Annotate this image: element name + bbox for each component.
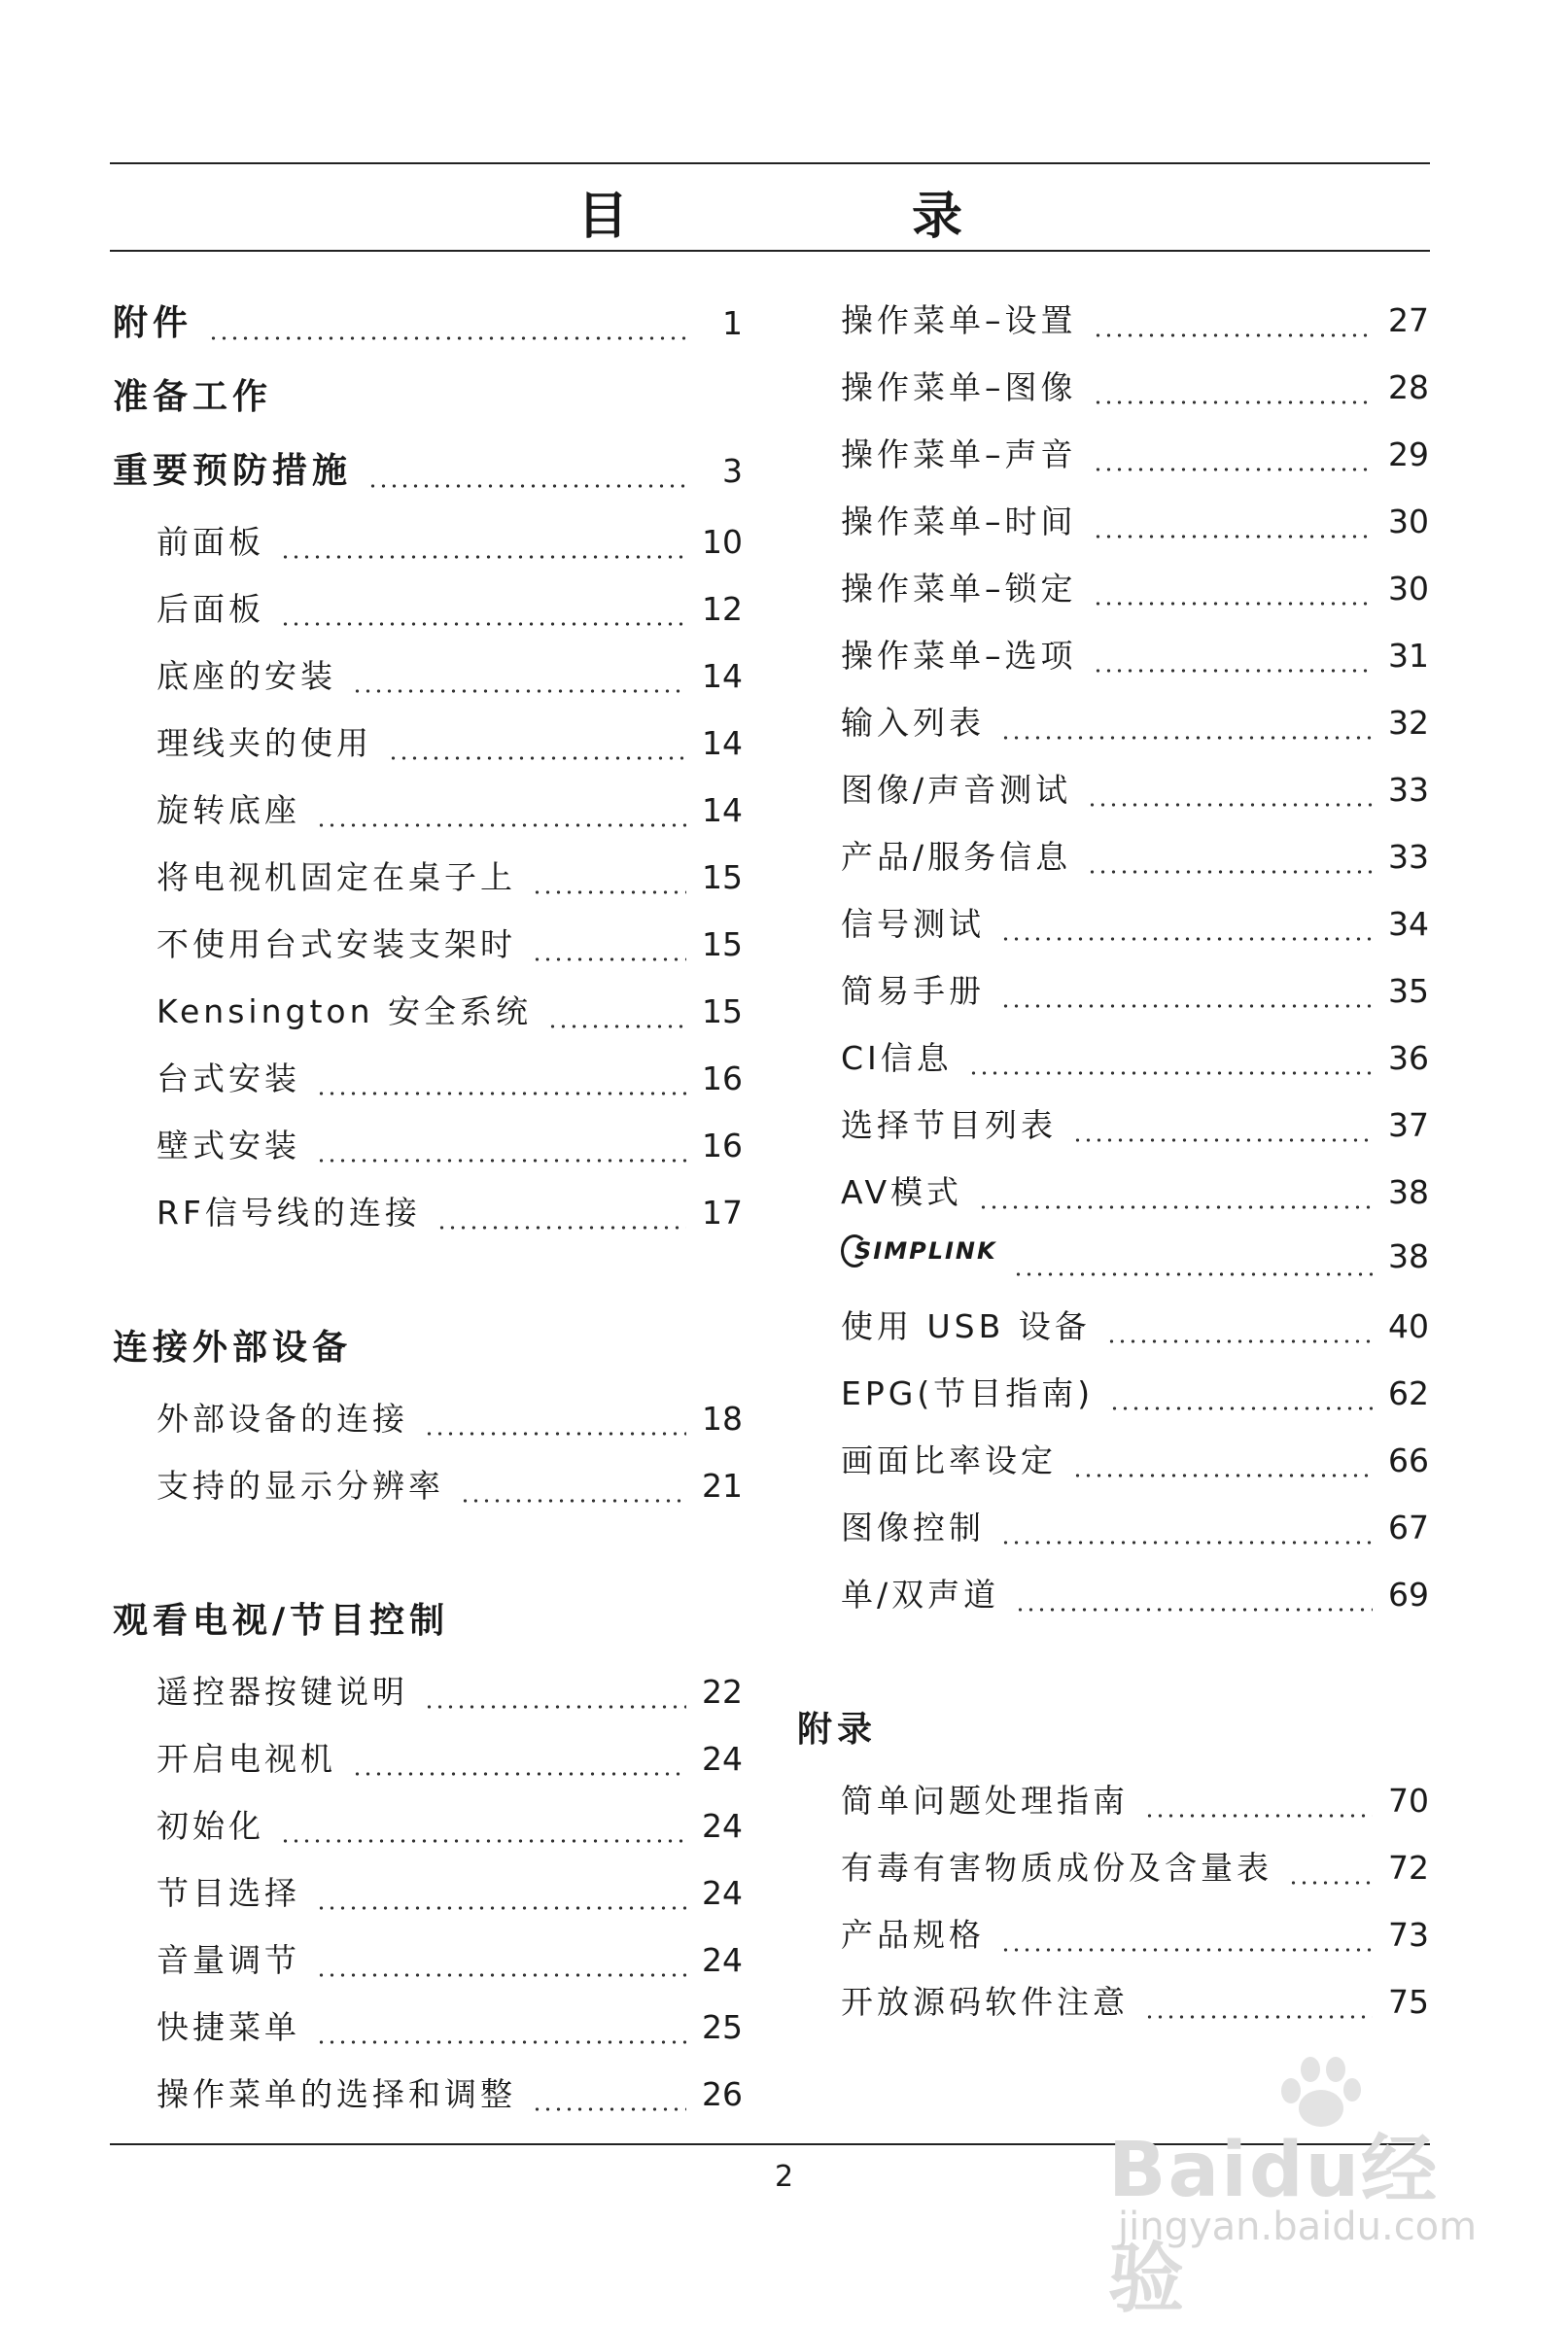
dot-leader (352, 1771, 686, 1777)
toc-entry[interactable] (797, 1910, 1429, 1977)
toc-entry-page: 26 (702, 2075, 743, 2113)
toc-entry[interactable] (797, 832, 1429, 899)
toc-entry-page: 32 (1388, 704, 1429, 742)
toc-entry-page: 24 (702, 1941, 743, 1979)
toc-entry-label: 产品/服务信息 (841, 838, 1072, 876)
toc-entry-page: 1 (722, 304, 743, 342)
toc-entry-label: 简单问题处理指南 (841, 1782, 1129, 1820)
dot-leader (1087, 869, 1373, 875)
toc-entry[interactable] (797, 1100, 1429, 1167)
dot-leader (280, 621, 686, 627)
dot-leader (1000, 735, 1373, 741)
toc-section-heading (113, 1593, 743, 1667)
dot-leader (352, 688, 686, 694)
toc-entry[interactable] (113, 1801, 743, 1868)
section-heading-label: 观看电视/节目控制 (113, 1601, 450, 1641)
toc-entry-page: 31 (1388, 637, 1429, 675)
toc-entry-label: 操作菜单的选择和调整 (157, 2075, 516, 2113)
toc-entry-label: 底座的安装 (157, 657, 336, 695)
section-gap (113, 1528, 743, 1593)
toc-entry-page: 14 (702, 657, 743, 695)
toc-entry-page: 28 (1388, 368, 1429, 406)
dot-leader (316, 1905, 686, 1911)
dot-leader (1093, 399, 1374, 405)
toc-entry[interactable] (797, 1234, 1429, 1302)
dot-leader (1087, 802, 1373, 808)
toc-entry-page: 18 (702, 1400, 743, 1438)
toc-entry-label: 后面板 (157, 590, 264, 628)
toc-entry[interactable] (113, 1868, 743, 1935)
toc-entry-page: 14 (702, 724, 743, 762)
toc-entry-page: 33 (1388, 771, 1429, 809)
toc-entry-page: 73 (1388, 1916, 1429, 1954)
dot-leader (424, 1704, 686, 1710)
toc-entry[interactable] (113, 584, 743, 651)
toc-entry[interactable] (113, 443, 743, 517)
dot-leader (1144, 2014, 1373, 2020)
toc-entry[interactable] (113, 651, 743, 718)
toc-entry[interactable] (113, 1121, 743, 1188)
baidu-watermark (1108, 2041, 1497, 2323)
toc-entry[interactable] (113, 1461, 743, 1528)
dot-leader (532, 889, 686, 895)
dot-leader (316, 1091, 686, 1096)
toc-entry[interactable] (797, 497, 1429, 564)
dot-leader (968, 1070, 1373, 1076)
dot-leader (1093, 332, 1374, 338)
toc-entry[interactable] (797, 295, 1429, 363)
toc-entry-label: 音量调节 (157, 1941, 300, 1979)
toc-left-column (113, 295, 743, 2136)
toc-entry[interactable] (797, 1302, 1429, 1369)
dot-leader (316, 1972, 686, 1978)
dot-leader (316, 2039, 686, 2045)
toc-entry-label: 遥控器按键说明 (157, 1673, 408, 1711)
toc-entry-label: CI信息 (841, 1039, 953, 1077)
toc-entry-label: 选择节目列表 (841, 1106, 1057, 1144)
toc-entry-label: 操作菜单–图像 (841, 368, 1077, 406)
toc-entry-label: 将电视机固定在桌子上 (157, 858, 516, 896)
toc-entry-page: 24 (702, 1740, 743, 1778)
toc-entry-label: 开放源码软件注意 (841, 1983, 1129, 2021)
toc-entry[interactable] (113, 1734, 743, 1801)
toc-entry-label: 使用 USB 设备 (841, 1307, 1091, 1345)
toc-entry-page: 29 (1388, 435, 1429, 473)
toc-entry-page: 62 (1388, 1374, 1429, 1412)
toc-entry-label: AV模式 (841, 1173, 963, 1211)
toc-entry-label: EPG(节目指南) (841, 1374, 1095, 1412)
toc-entry-page: 67 (1388, 1509, 1429, 1546)
toc-entry-page: 72 (1388, 1849, 1429, 1887)
toc-entry[interactable] (797, 1977, 1429, 2044)
toc-entry[interactable] (113, 1935, 743, 2002)
toc-entry[interactable] (797, 966, 1429, 1033)
toc-entry[interactable] (797, 698, 1429, 765)
toc-entry-page: 10 (702, 523, 743, 561)
toc-entry-page: 22 (702, 1673, 743, 1711)
toc-entry[interactable] (797, 1776, 1429, 1843)
toc-entry[interactable] (113, 1188, 743, 1255)
dot-leader (1109, 1406, 1373, 1411)
toc-entry[interactable] (113, 517, 743, 584)
toc-entry-page: 27 (1388, 301, 1429, 339)
toc-entry-page: 38 (1388, 1237, 1429, 1275)
toc-entry[interactable] (113, 1394, 743, 1461)
top-rule (110, 162, 1430, 164)
dot-leader (436, 1225, 686, 1231)
section-heading-label: 连接外部设备 (113, 1328, 353, 1368)
toc-entry-page: 24 (702, 1807, 743, 1845)
toc-entry-page: 33 (1388, 838, 1429, 876)
dot-leader (367, 483, 686, 489)
dot-leader (1288, 1880, 1373, 1886)
toc-entry-page: 15 (702, 992, 743, 1030)
toc-entry-label: 有毒有害物质成份及含量表 (841, 1849, 1272, 1887)
toc-entry-label: 初始化 (157, 1807, 264, 1845)
toc-entry[interactable] (797, 631, 1429, 698)
dot-leader (1144, 1813, 1373, 1819)
toc-entry[interactable] (797, 1369, 1429, 1436)
toc-entry-page: 12 (702, 590, 743, 628)
dot-leader (280, 554, 686, 560)
toc-entry-page: 40 (1388, 1307, 1429, 1345)
toc-entry-label: 外部设备的连接 (157, 1400, 408, 1438)
section-gap (113, 1255, 743, 1320)
dot-leader (532, 2106, 686, 2112)
dot-leader (1106, 1338, 1373, 1344)
toc-entry[interactable] (797, 1436, 1429, 1503)
toc-entry-label: 理线夹的使用 (157, 724, 372, 762)
toc-entry[interactable] (113, 1667, 743, 1734)
toc-entry-label: 旋转底座 (157, 791, 300, 829)
toc-entry-label: 产品规格 (841, 1916, 985, 1954)
toc-entry-page: 21 (702, 1467, 743, 1505)
toc-entry-page: 34 (1388, 905, 1429, 943)
toc-entry-page: 3 (722, 452, 743, 490)
toc-entry[interactable] (113, 1054, 743, 1121)
simplink-logo (841, 1234, 997, 1275)
section-heading-label: 准备工作 (113, 377, 273, 417)
toc-entry-label: 操作菜单–时间 (841, 503, 1077, 540)
toc-entry-label: 壁式安装 (157, 1127, 300, 1164)
toc-entry[interactable] (797, 1503, 1429, 1570)
toc-entry-label: 重要预防措施 (113, 451, 353, 491)
toc-entry-page: 25 (702, 2008, 743, 2046)
toc-entry-page: 17 (702, 1194, 743, 1232)
toc-entry-label: 台式安装 (157, 1059, 300, 1097)
toc-entry-label: 前面板 (157, 523, 264, 561)
toc-entry[interactable] (797, 1570, 1429, 1637)
toc-entry-page: 24 (702, 1874, 743, 1912)
toc-entry[interactable] (113, 295, 743, 369)
toc-entry[interactable] (797, 899, 1429, 966)
toc-entry-page: 30 (1388, 570, 1429, 608)
dot-leader (1000, 1540, 1373, 1546)
toc-entry-label: Kensington 安全系统 (157, 992, 532, 1030)
toc-entry-label: 图像控制 (841, 1509, 985, 1546)
toc-entry-label: 操作菜单–设置 (841, 301, 1077, 339)
dot-leader (1015, 1607, 1373, 1613)
toc-entry-page: 16 (702, 1127, 743, 1164)
dot-leader (1000, 1003, 1373, 1009)
toc-entry-label: 节目选择 (157, 1874, 300, 1912)
dot-leader (1072, 1137, 1373, 1143)
toc-entry-label: 操作菜单–选项 (841, 637, 1077, 675)
toc-entry-page: 15 (702, 858, 743, 896)
toc-entry-label: 画面比率设定 (841, 1441, 1057, 1479)
toc-entry-page: 36 (1388, 1039, 1429, 1077)
toc-entry[interactable] (113, 2002, 743, 2069)
page-title: 目 录 (576, 188, 1079, 246)
toc-entry-page: 15 (702, 925, 743, 963)
toc-entry-label: 快捷菜单 (157, 2008, 300, 2046)
toc-entry-label: 操作菜单–锁定 (841, 570, 1077, 608)
toc-entry-page: 14 (702, 791, 743, 829)
page-number: 2 (774, 2160, 794, 2194)
toc-entry-label: 支持的显示分辨率 (157, 1467, 444, 1505)
toc-entry[interactable] (113, 920, 743, 987)
section-gap (797, 1637, 1429, 1702)
dot-leader (1093, 534, 1374, 539)
toc-entry-label: 附件 (113, 303, 193, 343)
dot-leader (208, 335, 686, 341)
toc-entry-page: 30 (1388, 503, 1429, 540)
toc-entry-page: 38 (1388, 1173, 1429, 1211)
dot-leader (424, 1431, 686, 1437)
toc-entry[interactable] (113, 852, 743, 920)
dot-leader (1000, 936, 1373, 942)
toc-entry-page: 75 (1388, 1983, 1429, 2021)
toc-entry-page: 69 (1388, 1576, 1429, 1614)
toc-right-column (797, 295, 1429, 2044)
toc-entry-label: RF信号线的连接 (157, 1194, 421, 1232)
toc-entry-page: 66 (1388, 1441, 1429, 1479)
dot-leader (532, 956, 686, 962)
toc-entry-label: 简易手册 (841, 972, 985, 1010)
toc-entry-page: 16 (702, 1059, 743, 1097)
watermark-url: jingyan.baidu.com (1118, 2205, 1478, 2249)
dot-leader (280, 1838, 686, 1844)
toc-section-heading (113, 369, 743, 443)
toc-entry[interactable] (797, 1843, 1429, 1910)
toc-entry[interactable] (797, 1167, 1429, 1234)
dot-leader (1013, 1271, 1373, 1277)
toc-entry[interactable] (797, 430, 1429, 497)
dot-leader (547, 1024, 686, 1029)
dot-leader (978, 1204, 1373, 1210)
simplink-logo-text: SIMPLINK (854, 1237, 997, 1265)
toc-entry[interactable] (113, 718, 743, 785)
dot-leader (1072, 1473, 1373, 1478)
toc-entry-page: 70 (1388, 1782, 1429, 1820)
toc-entry-label: 操作菜单–声音 (841, 435, 1077, 473)
toc-entry-label: 输入列表 (841, 704, 985, 742)
section-heading-label: 附录 (797, 1710, 878, 1750)
toc-entry-label: 不使用台式安装支架时 (157, 925, 516, 963)
toc-entry[interactable] (113, 987, 743, 1054)
title-rule (110, 250, 1430, 252)
toc-entry-label: 开启电视机 (157, 1740, 336, 1778)
dot-leader (316, 1158, 686, 1164)
toc-section-heading (797, 1702, 1429, 1776)
toc-section-heading (113, 1320, 743, 1394)
toc-entry-page: 35 (1388, 972, 1429, 1010)
dot-leader (1093, 601, 1374, 607)
dot-leader (316, 822, 686, 828)
toc-entry[interactable] (797, 564, 1429, 631)
toc-entry[interactable] (797, 363, 1429, 430)
dot-leader (388, 755, 686, 761)
toc-entry[interactable] (797, 765, 1429, 832)
dot-leader (460, 1498, 686, 1504)
dot-leader (1000, 1947, 1373, 1953)
dot-leader (1093, 668, 1374, 674)
toc-entry-label: 单/双声道 (841, 1576, 1000, 1614)
toc-entry[interactable] (797, 1033, 1429, 1100)
toc-entry[interactable] (113, 2069, 743, 2136)
toc-entry-label: 图像/声音测试 (841, 771, 1072, 809)
toc-entry[interactable] (113, 785, 743, 852)
toc-entry-page: 37 (1388, 1106, 1429, 1144)
dot-leader (1093, 467, 1374, 472)
watermark-brand: Baidu经验 (1108, 2127, 1440, 2323)
toc-entry-label: 信号测试 (841, 905, 985, 943)
